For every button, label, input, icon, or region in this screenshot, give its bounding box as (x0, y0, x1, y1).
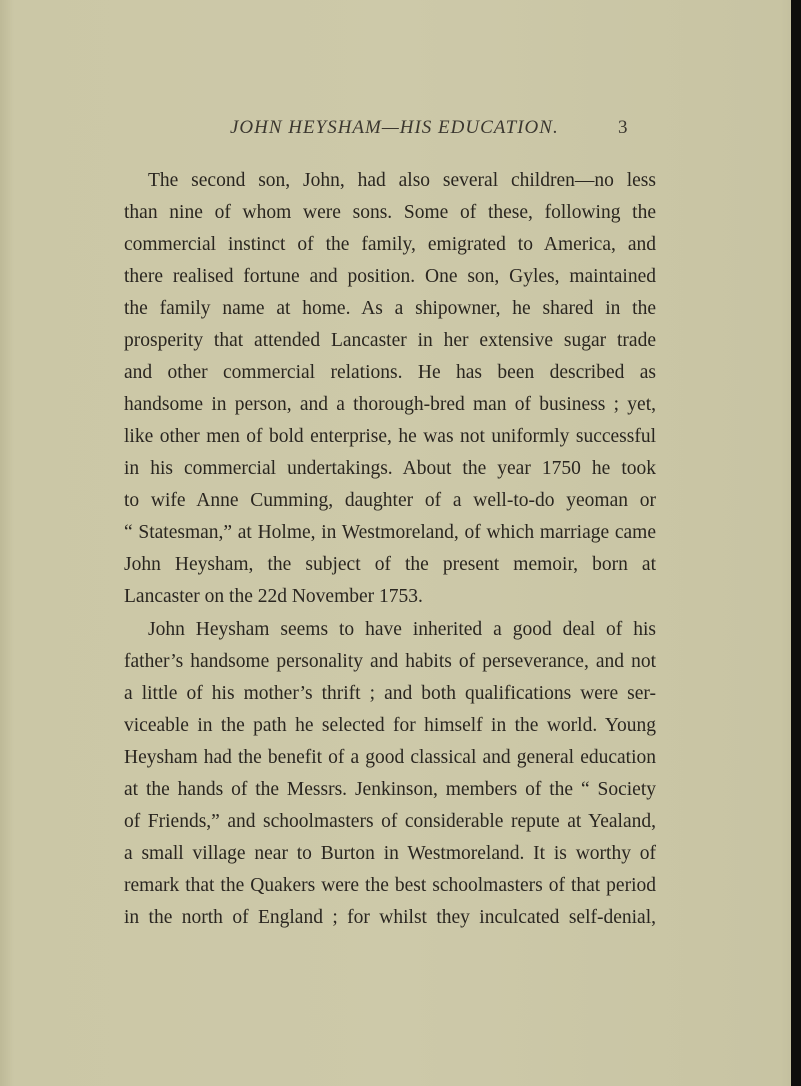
text-line: at the hands of the Messrs. Jenkinson, members of the “ Society (124, 779, 656, 800)
text-line: a little of his mother’s thrift ; and both qualifications were ser- (124, 683, 656, 704)
text-line: commercial instinct of the family, emigrated to America, and (124, 234, 656, 255)
text-line: a small village near to Burton in Westmoreland. It is worthy of (124, 843, 656, 864)
text-line: the family name at home. As a shipowner, he shared in the (124, 298, 656, 319)
text-line: “ Statesman,” at Holme, in Westmoreland, of which marriage came (124, 522, 656, 543)
page-edge-shadow (791, 0, 801, 1086)
text-line: of Friends,” and schoolmasters of considerable repute at Yealand, (124, 811, 656, 832)
text-line: Heysham had the benefit of a good classical and general education (124, 747, 656, 768)
text-line: handsome in person, and a thorough-bred man of business ; yet, (124, 394, 656, 415)
text-line: and other commercial relations. He has been described as (124, 362, 656, 383)
running-head: JOHN HEYSHAM—HIS EDUCATION. (230, 117, 559, 138)
text-line: John Heysham, the subject of the present memoir, born at (124, 554, 656, 575)
text-line: in his commercial undertakings. About the year 1750 he took (124, 458, 656, 479)
text-line: like other men of bold enterprise, he was not uniformly successful (124, 426, 656, 447)
text-line: The second son, John, had also several children—no less (148, 170, 656, 191)
page-number: 3 (618, 117, 628, 138)
text-line: viceable in the path he selected for himself in the world. Young (124, 715, 656, 736)
text-line: John Heysham seems to have inherited a good deal of his (148, 619, 656, 640)
text-line: prosperity that attended Lancaster in her extensive sugar trade (124, 330, 656, 351)
text-line: than nine of whom were sons. Some of these, following the (124, 202, 656, 223)
text-line: remark that the Quakers were the best schoolmasters of that period (124, 875, 656, 896)
text-line: there realised fortune and position. One son, Gyles, maintained (124, 266, 656, 287)
text-line: Lancaster on the 22d November 1753. (124, 586, 423, 607)
text-line: father’s handsome personality and habits of perseverance, and not (124, 651, 656, 672)
text-line: to wife Anne Cumming, daughter of a well-to-do yeoman or (124, 490, 656, 511)
text-line: in the north of England ; for whilst they inculcated self-denial, (124, 907, 656, 928)
